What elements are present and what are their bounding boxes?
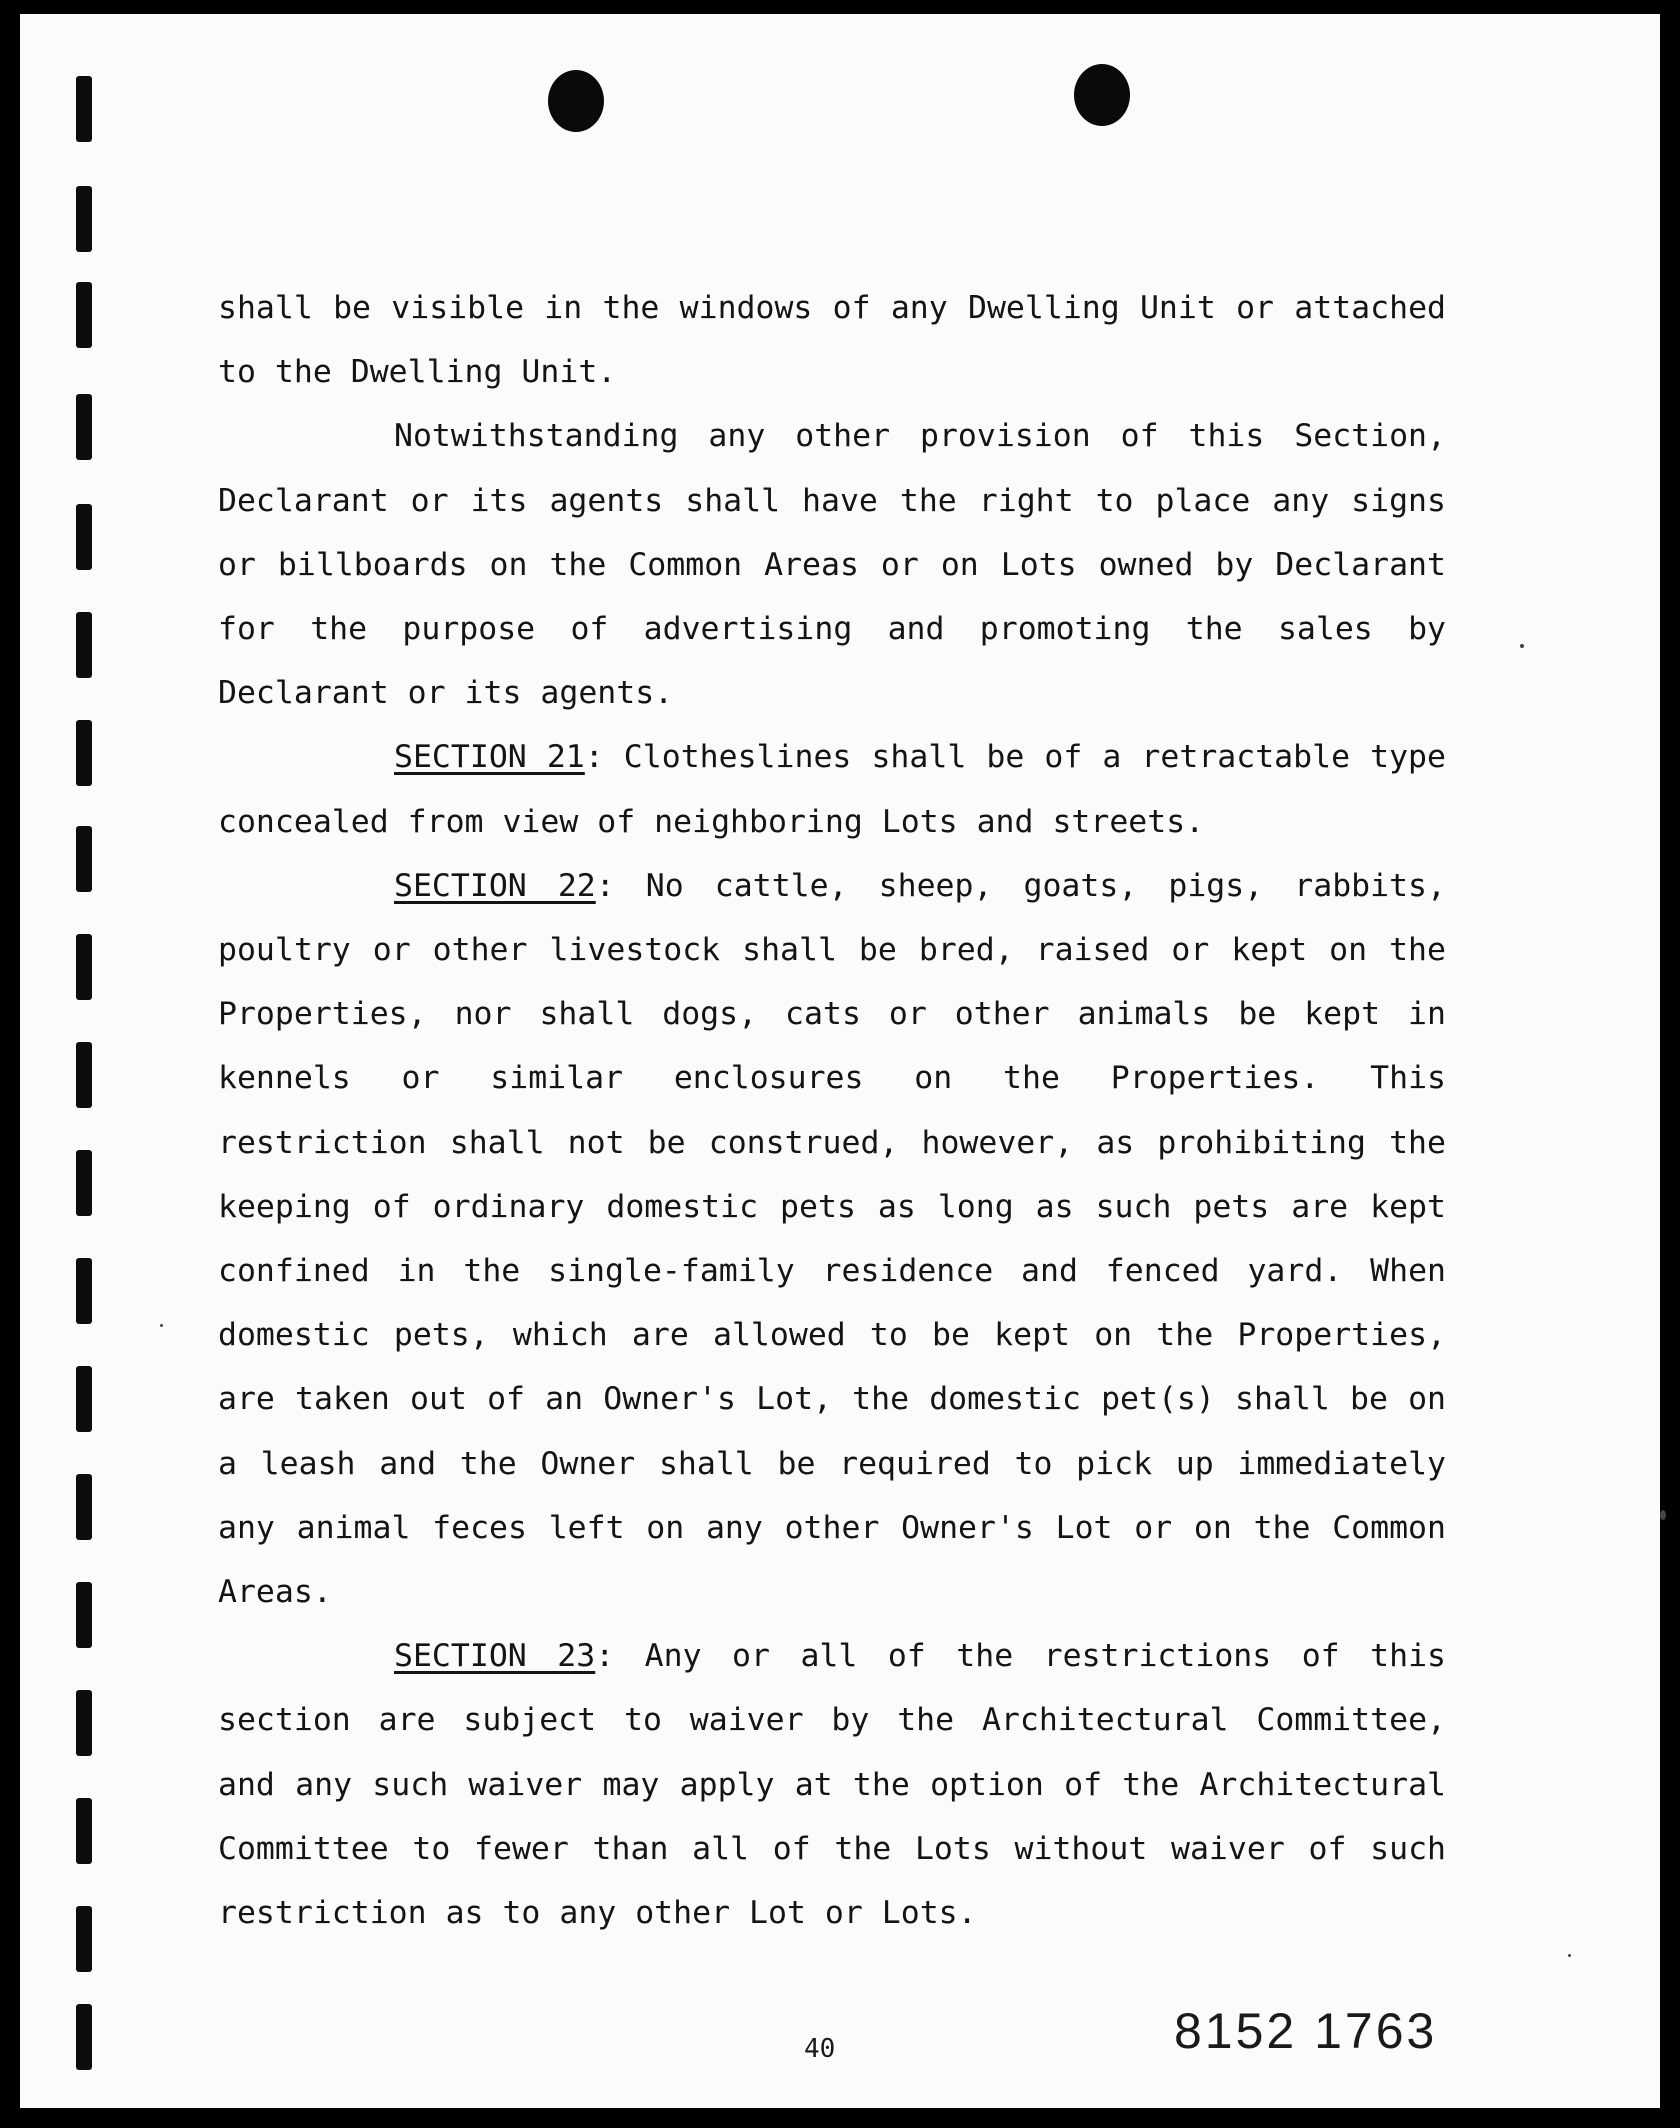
feed-mark: [76, 1474, 92, 1540]
feed-mark: [76, 1690, 92, 1756]
feed-mark: [76, 186, 92, 252]
punch-hole-left: [548, 70, 604, 132]
feed-mark: [76, 394, 92, 460]
punch-hole-right: [1074, 64, 1130, 126]
paragraph-text: : Clotheslines shall be of a retractable type concealed from view of neighboring Lots and streets.: [218, 739, 1446, 840]
feed-mark: [76, 76, 92, 142]
feed-mark: [76, 1366, 92, 1432]
section-label: SECTION 23: [394, 1638, 596, 1675]
record-number: 8152 1763: [1174, 2003, 1438, 2059]
feed-mark: [76, 612, 92, 678]
paragraph-text: shall be visible in the windows of any Dwelling Unit or attached to the Dwelling Unit.: [218, 290, 1446, 391]
feed-mark: [76, 282, 92, 348]
scan-speck: [1568, 1954, 1571, 1957]
paragraph-signs-continued: [218, 276, 1446, 404]
feed-mark: [76, 504, 92, 570]
scan-speck: [160, 1324, 163, 1327]
body-text: [218, 276, 1446, 1945]
feed-mark: [76, 2004, 92, 2070]
feed-mark: [76, 1906, 92, 1972]
feed-mark: [76, 1258, 92, 1324]
scan-speck: [1520, 644, 1524, 648]
feed-mark: [76, 1042, 92, 1108]
paragraph-section-21: [218, 725, 1446, 853]
paragraph-section-23: [218, 1624, 1446, 1945]
paragraph-text: : Any or all of the restrictions of this section are subject to waiver by the Architectural Committee, and any such waiver may apply at the option of the Architectural Committee to fewer than all of the Lots without waiver of such restriction as to any other Lot or Lots.: [218, 1638, 1446, 1932]
feed-mark: [76, 1150, 92, 1216]
paper-sheet: [20, 14, 1660, 2108]
paragraph-text: : No cattle, sheep, goats, pigs, rabbits, poultry or other livestock shall be bred, raised or kept on the Properties, nor shall dogs, cats or other animals be kept in kennels or similar enclosures on the Properties. This restriction shall not be construed, however, as prohibiting the keeping of ordinary domestic pets as long as such pets are kept confined in the single-family residence and fenced yard. When domestic pets, which are allowed to be kept on the Properties, are taken out of an Owner's Lot, the domestic pet(s) shall be on a leash and the Owner shall be required to pick up immediately any animal feces left on any other Owner's Lot or on the Common Areas.: [218, 867, 1446, 1611]
paragraph-section-22: [218, 854, 1446, 1624]
scan-speck: [1660, 1510, 1666, 1520]
feed-mark: [76, 934, 92, 1000]
section-label: SECTION 21: [394, 739, 585, 776]
feed-mark: [76, 1582, 92, 1648]
feed-mark: [76, 1798, 92, 1864]
section-label: SECTION 22: [394, 867, 596, 904]
paragraph-declarant-signs: [218, 404, 1446, 725]
page-number: 40: [804, 2034, 836, 2064]
feed-mark: [76, 720, 92, 786]
feed-mark: [76, 826, 92, 892]
paragraph-text: Notwithstanding any other provision of this Section, Declarant or its agents shall have the right to place any signs or billboards on the Common Areas or on Lots owned by Declarant for the purpose of advertising and promoting the sales by Declarant or its agents.: [218, 418, 1446, 712]
